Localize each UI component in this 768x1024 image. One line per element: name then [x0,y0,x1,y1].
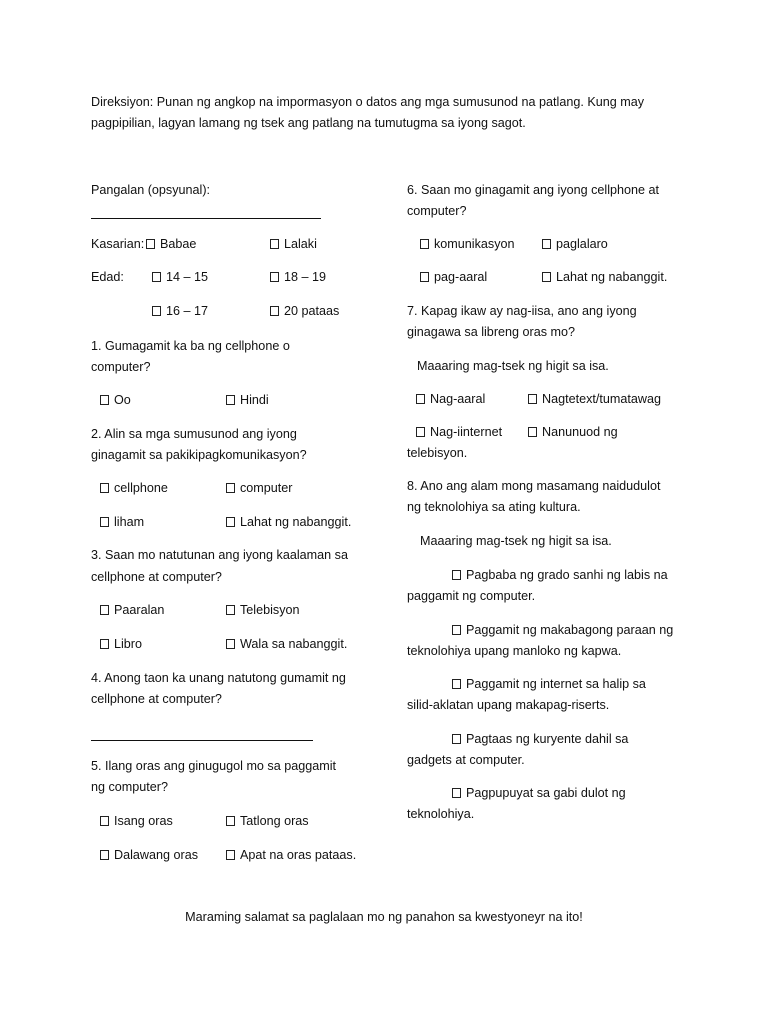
checkbox[interactable] [100,605,109,615]
checkbox[interactable] [226,395,235,405]
checkbox[interactable] [152,272,161,282]
checkbox[interactable] [226,517,235,527]
q8-option-1[interactable]: Pagbaba ng grado sanhi ng labis na [452,565,668,586]
checkbox[interactable] [100,483,109,493]
option-babae[interactable]: Babae [146,234,196,255]
checkbox[interactable] [416,427,425,437]
q3-option-libro[interactable]: Libro [100,634,142,655]
closing-message: Maraming salamat sa paglalaan mo ng panahon sa kwestyoneyr na ito! [185,910,583,924]
q2-option-lahat[interactable]: Lahat ng nabanggit. [226,512,351,533]
checkbox[interactable] [452,679,461,689]
checkbox[interactable] [420,272,429,282]
q8-option-3[interactable]: Paggamit ng internet sa halip sa [452,674,646,695]
q7-option-nag-aaral[interactable]: Nag-aaral [416,389,485,410]
q6-option-lahat[interactable]: Lahat ng nabanggit. [542,267,667,288]
checkbox[interactable] [452,734,461,744]
checkbox[interactable] [152,306,161,316]
q1-text-1: 1. Gumagamit ka ba ng cellphone o [91,339,290,353]
checkbox[interactable] [420,239,429,249]
checkbox[interactable] [528,427,537,437]
checkbox[interactable] [226,605,235,615]
checkbox[interactable] [100,395,109,405]
q6-option-komunikasyon[interactable]: komunikasyon [420,234,515,255]
q7-text-1: 7. Kapag ikaw ay nag-iisa, ano ang iyong [407,304,637,318]
option-age-18-19[interactable]: 18 – 19 [270,267,326,288]
checkbox[interactable] [146,239,155,249]
checkbox[interactable] [542,272,551,282]
q5-option-dalawang-oras[interactable]: Dalawang oras [100,845,198,866]
q8-note: Maaaring mag-tsek ng higit sa isa. [420,534,612,548]
option-age-16-17[interactable]: 16 – 17 [152,301,208,322]
directions-line-1: Direksiyon: Punan ng angkop na impormasyon o datos ang mga sumusunod na patlang. Kung may [91,95,645,109]
q2-option-liham[interactable]: liham [100,512,144,533]
q3-option-paaralan[interactable]: Paaralan [100,600,164,621]
q6-text-2: computer? [407,204,467,218]
checkbox[interactable] [226,850,235,860]
q7-option-continuation: telebisyon. [407,446,468,460]
q3-text-1: 3. Saan mo natutunan ang iyong kaalaman sa [91,548,348,562]
q8-option-4[interactable]: Pagtaas ng kuryente dahil sa [452,729,628,750]
q8-option-2-cont: teknolohiya upang manloko ng kapwa. [407,644,622,658]
q4-text-2: cellphone at computer? [91,692,222,706]
q1-option-oo[interactable]: Oo [100,390,131,411]
checkbox[interactable] [226,639,235,649]
q6-option-paglalaro[interactable]: paglalaro [542,234,608,255]
name-field[interactable] [91,218,321,219]
checkbox[interactable] [270,306,279,316]
q2-text-1: 2. Alin sa mga sumusunod ang iyong [91,427,297,441]
q5-option-tatlong-oras[interactable]: Tatlong oras [226,811,309,832]
name-label: Pangalan (opsyunal): [91,183,211,197]
q8-option-3-cont: silid-aklatan upang makapag-riserts. [407,698,610,712]
checkbox[interactable] [100,816,109,826]
checkbox[interactable] [452,788,461,798]
checkbox[interactable] [270,272,279,282]
sex-label: Kasarian: [91,237,145,251]
q7-option-nagtetext[interactable]: Nagtetext/tumatawag [528,389,661,410]
checkbox[interactable] [100,639,109,649]
q5-option-apat-na-oras[interactable]: Apat na oras pataas. [226,845,356,866]
q8-option-5-cont: teknolohiya. [407,807,475,821]
checkbox[interactable] [100,850,109,860]
q7-option-nanunuod[interactable]: Nanunuod ng [528,422,618,443]
q5-text-1: 5. Ilang oras ang ginugugol mo sa paggamit [91,759,337,773]
checkbox[interactable] [416,394,425,404]
q8-option-2[interactable]: Paggamit ng makabagong paraan ng [452,620,673,641]
checkbox[interactable] [452,570,461,580]
checkbox[interactable] [452,625,461,635]
q8-option-4-cont: gadgets at computer. [407,753,525,767]
checkbox[interactable] [270,239,279,249]
directions-line-2: pagpipilian, lagyan lamang ng tsek ang patlang na tumutugma sa iyong sagot. [91,116,526,130]
q4-text-1: 4. Anong taon ka unang natutong gumamit ng [91,671,346,685]
checkbox[interactable] [528,394,537,404]
option-age-14-15[interactable]: 14 – 15 [152,267,208,288]
q7-note: Maaaring mag-tsek ng higit sa isa. [417,359,609,373]
option-lalaki[interactable]: Lalaki [270,234,317,255]
q7-text-2: ginagawa sa libreng oras mo? [407,325,576,339]
q8-option-1-cont: paggamit ng computer. [407,589,536,603]
q3-option-telebisyon[interactable]: Telebisyon [226,600,300,621]
q1-option-hindi[interactable]: Hindi [226,390,269,411]
q3-text-2: cellphone at computer? [91,570,222,584]
q2-option-computer[interactable]: computer [226,478,293,499]
q5-text-2: ng computer? [91,780,169,794]
q4-answer-field[interactable] [91,740,313,741]
checkbox[interactable] [100,517,109,527]
age-label: Edad: [91,270,124,284]
q6-option-pag-aaral[interactable]: pag-aaral [420,267,487,288]
q1-text-2: computer? [91,360,151,374]
q6-text-1: 6. Saan mo ginagamit ang iyong cellphone at [407,183,660,197]
checkbox[interactable] [226,483,235,493]
q8-option-5[interactable]: Pagpupuyat sa gabi dulot ng [452,783,626,804]
q5-option-isang-oras[interactable]: Isang oras [100,811,173,832]
q7-option-nag-iinternet[interactable]: Nag-iinternet [416,422,502,443]
q3-option-wala[interactable]: Wala sa nabanggit. [226,634,347,655]
option-age-20-up[interactable]: 20 pataas [270,301,339,322]
q8-text-2: ng teknolohiya sa ating kultura. [407,500,581,514]
checkbox[interactable] [542,239,551,249]
q2-text-2: ginagamit sa pakikipagkomunikasyon? [91,448,307,462]
q2-option-cellphone[interactable]: cellphone [100,478,168,499]
checkbox[interactable] [226,816,235,826]
q8-text-1: 8. Ano ang alam mong masamang naidudulot [407,479,661,493]
